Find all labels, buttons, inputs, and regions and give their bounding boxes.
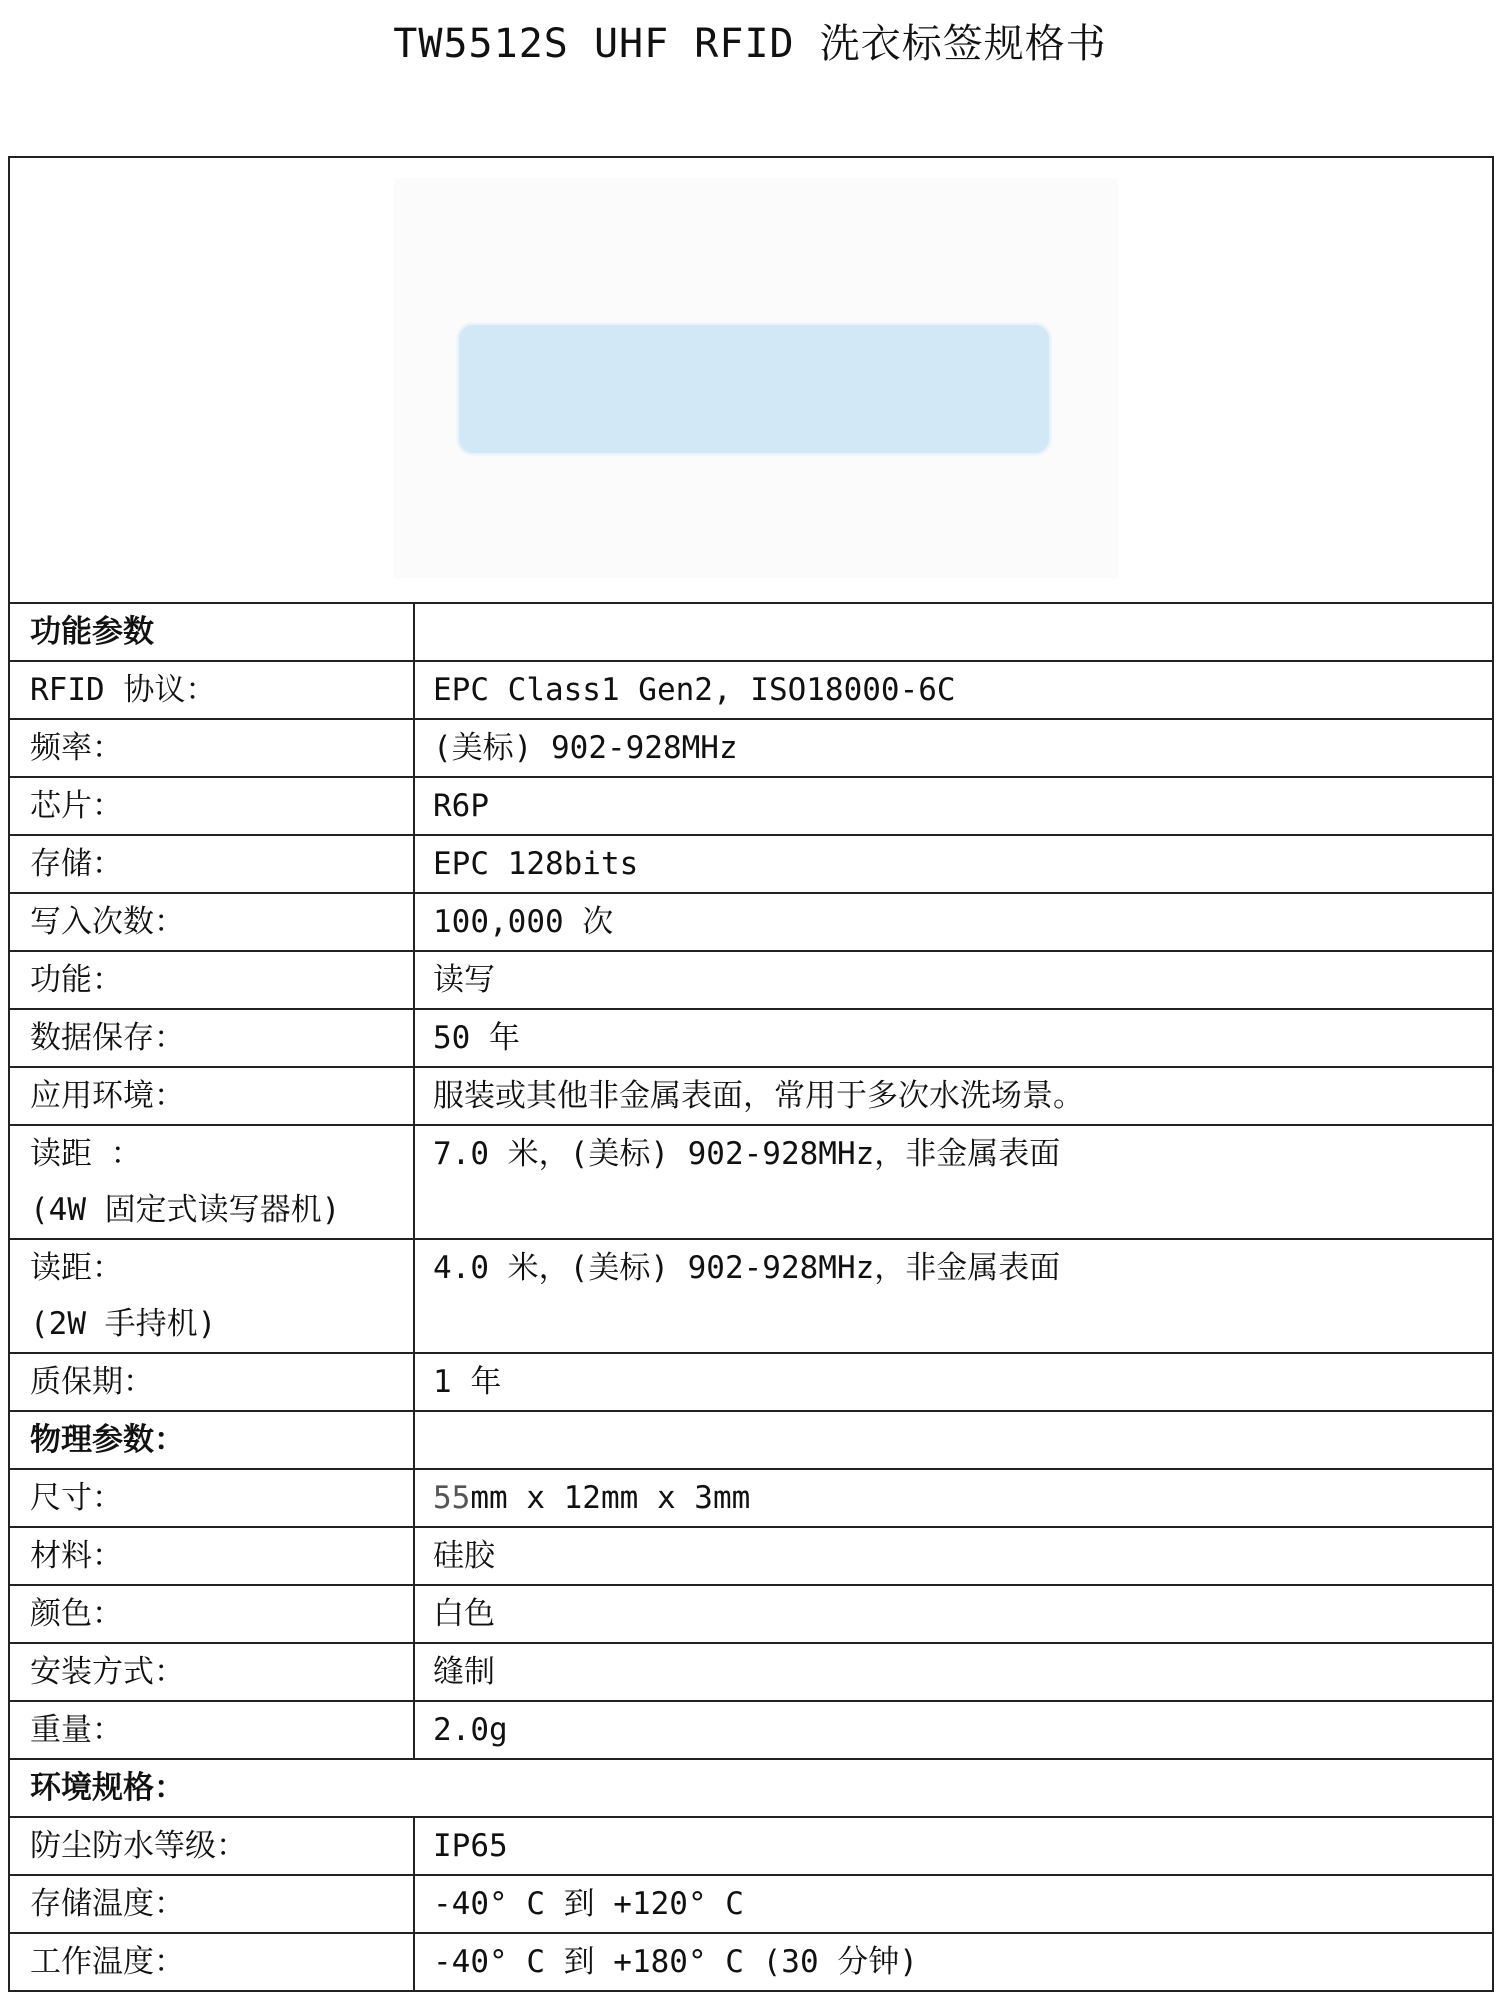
spec-label [9, 1239, 414, 1353]
spec-value: 100,000 次 [414, 893, 1493, 951]
spec-value: 白色 [414, 1585, 1493, 1643]
spec-label: RFID 协议： [9, 661, 414, 719]
spec-value: EPC Class1 Gen2, ISO18000-6C [414, 661, 1493, 719]
product-image-cell [9, 157, 1493, 603]
spec-label: 写入次数： [9, 893, 414, 951]
spec-label-line: 读距 ： [30, 1136, 142, 1172]
spec-label [9, 1125, 414, 1239]
spec-label: 存储温度： [9, 1875, 414, 1933]
spec-label: 数据保存： [9, 1009, 414, 1067]
spec-value: 50 年 [414, 1009, 1493, 1067]
spec-value: 硅胶 [414, 1527, 1493, 1585]
spec-label: 芯片： [9, 777, 414, 835]
spec-value: (美标) 902-928MHz [414, 719, 1493, 777]
spec-value: 缝制 [414, 1643, 1493, 1701]
spec-row-ip-rating [9, 1817, 1493, 1875]
spec-row-write-cycles [9, 893, 1493, 951]
spec-value: 服装或其他非金属表面，常用于多次水洗场景。 [414, 1067, 1493, 1125]
section-heading-functional: 功能参数 [9, 603, 414, 661]
spec-row-color [9, 1585, 1493, 1643]
section-heading-environment: 环境规格： [9, 1759, 1493, 1817]
spec-row-application [9, 1067, 1493, 1125]
spec-label: 颜色： [9, 1585, 414, 1643]
spec-row-retention [9, 1009, 1493, 1067]
spec-value: R6P [414, 777, 1493, 835]
spec-label: 尺寸： [9, 1469, 414, 1527]
section-row-functional [9, 603, 1493, 661]
section-heading-physical: 物理参数： [9, 1411, 414, 1469]
section-row-environment [9, 1759, 1493, 1817]
spec-row-warranty [9, 1353, 1493, 1411]
spec-value: -40° C 到 +180° C (30 分钟) [414, 1933, 1493, 1991]
spec-label: 质保期： [9, 1353, 414, 1411]
spec-row-function [9, 951, 1493, 1009]
spec-label-line: (2W 手持机) [30, 1306, 217, 1342]
spec-value: EPC 128bits [414, 835, 1493, 893]
spec-label: 存储： [9, 835, 414, 893]
spec-row-storage-temp [9, 1875, 1493, 1933]
spec-label-line: (4W 固定式读写器机) [30, 1192, 341, 1228]
spec-label: 重量： [9, 1701, 414, 1759]
spec-label: 工作温度： [9, 1933, 414, 1991]
empty-cell [414, 603, 1493, 661]
spec-value: 7.0 米，(美标) 902-928MHz，非金属表面 [414, 1125, 1493, 1239]
spec-label: 功能： [9, 951, 414, 1009]
spec-label: 材料： [9, 1527, 414, 1585]
spec-row-protocol [9, 661, 1493, 719]
spec-value: 2.0g [414, 1701, 1493, 1759]
spec-row-size [9, 1469, 1493, 1527]
spec-label: 安装方式： [9, 1643, 414, 1701]
spec-row-range-handheld [9, 1239, 1493, 1353]
spec-table [8, 156, 1494, 1992]
spec-label: 频率： [9, 719, 414, 777]
spec-label: 防尘防水等级： [9, 1817, 414, 1875]
size-rest: mm x 12mm x 3mm [470, 1480, 751, 1516]
section-row-physical [9, 1411, 1493, 1469]
spec-value: 读写 [414, 951, 1493, 1009]
laundry-tag-photo [457, 323, 1051, 455]
spec-row-chip [9, 777, 1493, 835]
empty-cell [414, 1411, 1493, 1469]
spec-row-installation [9, 1643, 1493, 1701]
spec-row-frequency [9, 719, 1493, 777]
spec-value: 1 年 [414, 1353, 1493, 1411]
spec-value: -40° C 到 +120° C [414, 1875, 1493, 1933]
spec-row-range-fixed [9, 1125, 1493, 1239]
spec-value: 4.0 米，(美标) 902-928MHz，非金属表面 [414, 1239, 1493, 1353]
document-title: TW5512S UHF RFID 洗衣标签规格书 [393, 21, 1107, 67]
spec-label-line: 读距： [30, 1250, 123, 1286]
spec-row-memory [9, 835, 1493, 893]
size-length: 55 [433, 1480, 471, 1516]
spec-row-material [9, 1527, 1493, 1585]
spec-row-operating-temp [9, 1933, 1493, 1991]
spec-label: 应用环境： [9, 1067, 414, 1125]
spec-row-weight [9, 1701, 1493, 1759]
spec-value: IP65 [414, 1817, 1493, 1875]
spec-value [414, 1469, 1493, 1527]
